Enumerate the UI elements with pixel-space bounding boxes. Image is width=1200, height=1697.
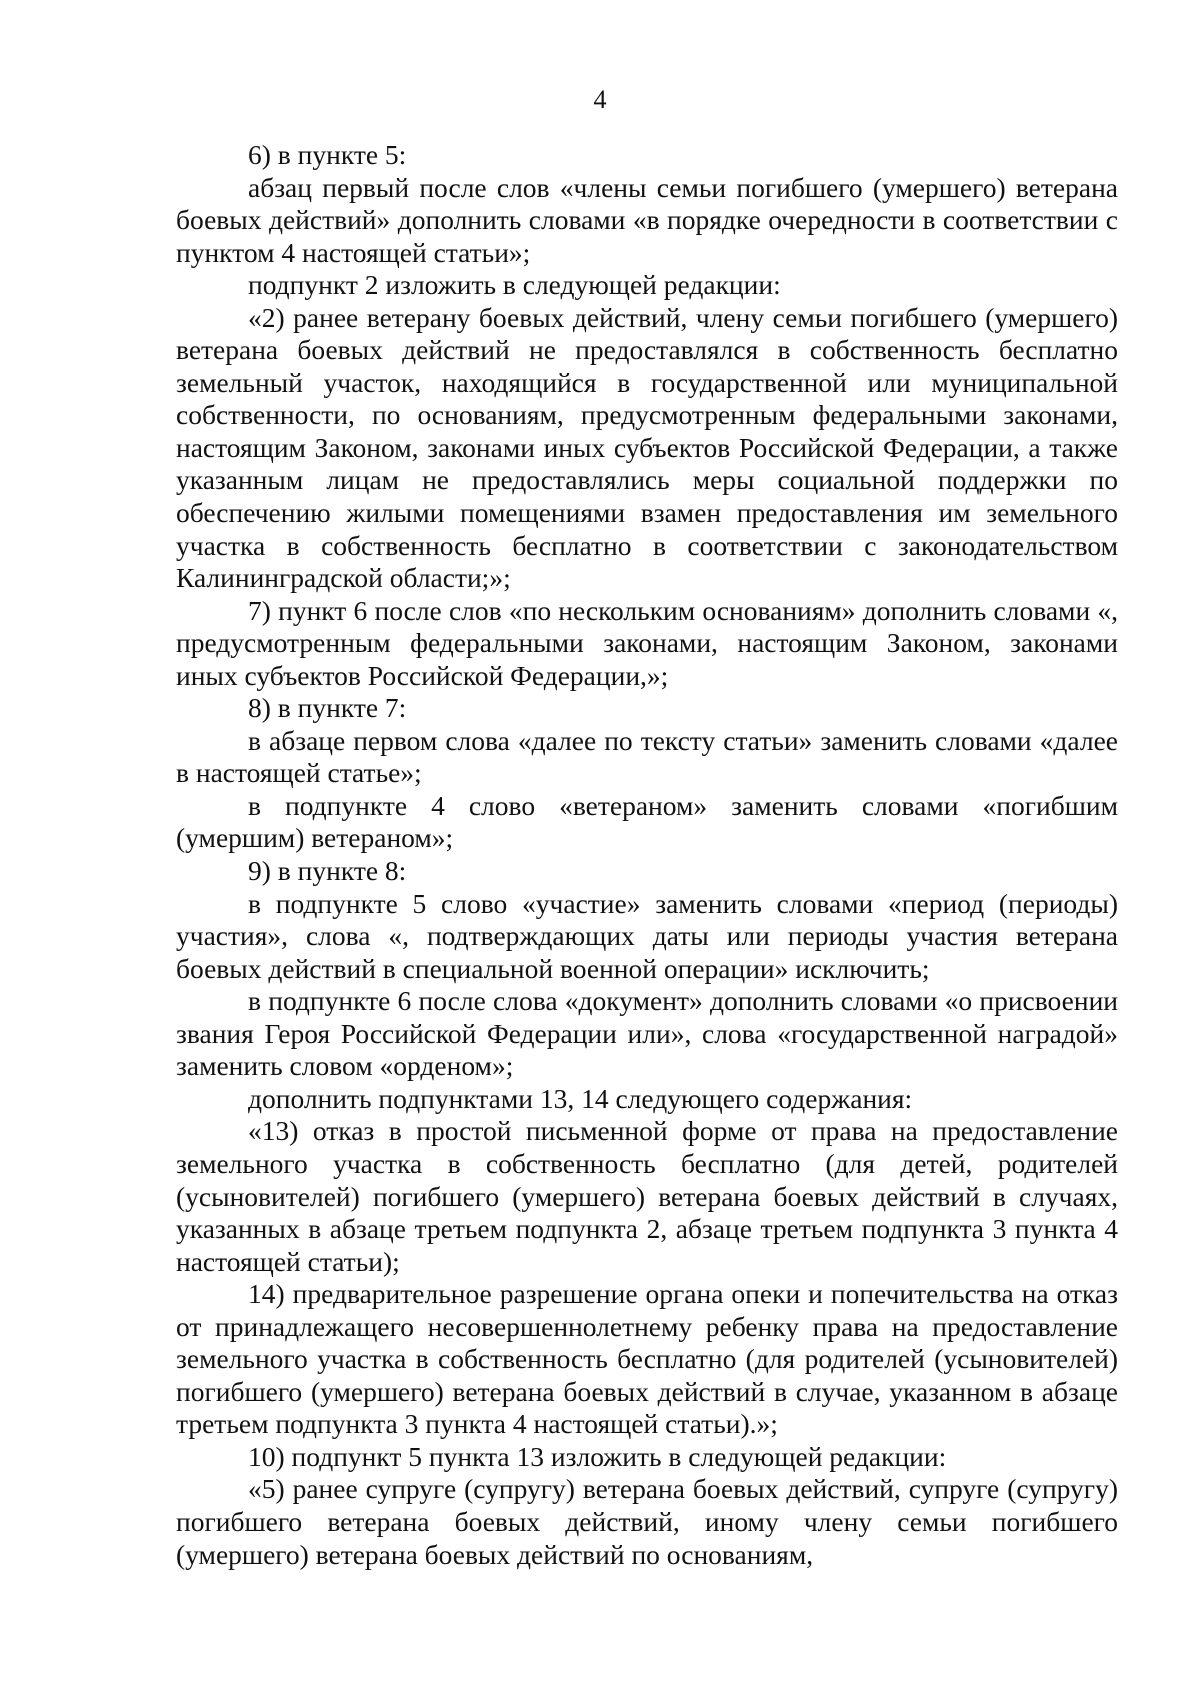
paragraph-13: «13) отказ в простой письменной форме от права на предоставление земельного участка в собственность бесплатно (для детей, родителей (усыновителей) погибшего (умершего) ветерана боевых действий в случаях, указанных в абзаце третьем подпункта 2, абзаце третьем подпункта 3 пункта 4 настоящей статьи);	[176, 1115, 1118, 1277]
paragraph-15: 10) подпункт 5 пункта 13 изложить в следующей редакции:	[248, 1440, 947, 1472]
paragraph-6: 8) в пункте 7:	[248, 692, 407, 724]
paragraph-5: 7) пункт 6 после слов «по нескольким основаниям» дополнить словами «, предусмотренным федеральными законами, настоящим Законом, законами иных субъектов Российской Федерации,»;	[176, 594, 1118, 691]
paragraph-14: 14) предварительное разрешение органа опеки и попечительства на отказ от принадлежащего несовершеннолетнему ребенку права на предоставление земельного участка в собственность бесплатно (для родителей (усыновителей) погибшего (умершего) ветерана боевых действий в случае, указанном в абзаце третьем подпункта 3 пункта 4 настоящей статьи).»;	[176, 1278, 1118, 1440]
paragraph-4: «2) ранее ветерану боевых действий, члену семьи погибшего (умершего) ветерана боевых действий не предоставлялся в собственность бесплатно земельный участок, находящийся в государственной или муниципальной собственности, по основаниям, предусмотренным федеральными законами, настоящим Законом, законами иных субъектов Российской Федерации, а также указанным лицам не предоставлялись меры социальной поддержки по обеспечению жилыми помещениями взамен предоставления им земельного участка в собственность бесплатно в соответствии с законодательством Калининградской области;»;	[176, 301, 1118, 594]
paragraph-8: в подпункте 4 слово «ветераном» заменить словами «погибшим (умершим) ветераном»;	[176, 789, 1118, 854]
paragraph-10: в подпункте 5 слово «участие» заменить словами «период (периоды) участия», слова «, подтверждающих даты или периоды участия ветерана боевых действий в специальной военной операции» исключить;	[176, 887, 1118, 984]
paragraph-7: в абзаце первом слова «далее по тексту статьи» заменить словами «далее в настоящей статье»;	[176, 724, 1118, 789]
paragraph-12: дополнить подпунктами 13, 14 следующего содержания:	[248, 1082, 913, 1114]
paragraph-3: подпункт 2 изложить в следующей редакции:	[248, 269, 781, 301]
paragraph-16: «5) ранее супруге (супругу) ветерана боевых действий, супруге (супругу) погибшего ветерана боевых действий, иному члену семьи погибшего (умершего) ветерана боевых действий по основаниям,	[176, 1473, 1118, 1570]
paragraph-11: в подпункте 6 после слова «документ» дополнить словами «о присвоении звания Героя Российской Федерации или», слова «государственной наградой» заменить словом «орденом»;	[176, 985, 1118, 1082]
paragraph-9: 9) в пункте 8:	[248, 855, 407, 887]
paragraph-2: абзац первый после слов «члены семьи погибшего (умершего) ветерана боевых действий» дополнить словами «в порядке очередности в соответствии с пунктом 4 настоящей статьи»;	[176, 171, 1118, 268]
document-body	[176, 139, 1118, 1571]
paragraph-1: 6) в пункте 5:	[248, 139, 407, 170]
page-number: 4	[593, 85, 607, 114]
